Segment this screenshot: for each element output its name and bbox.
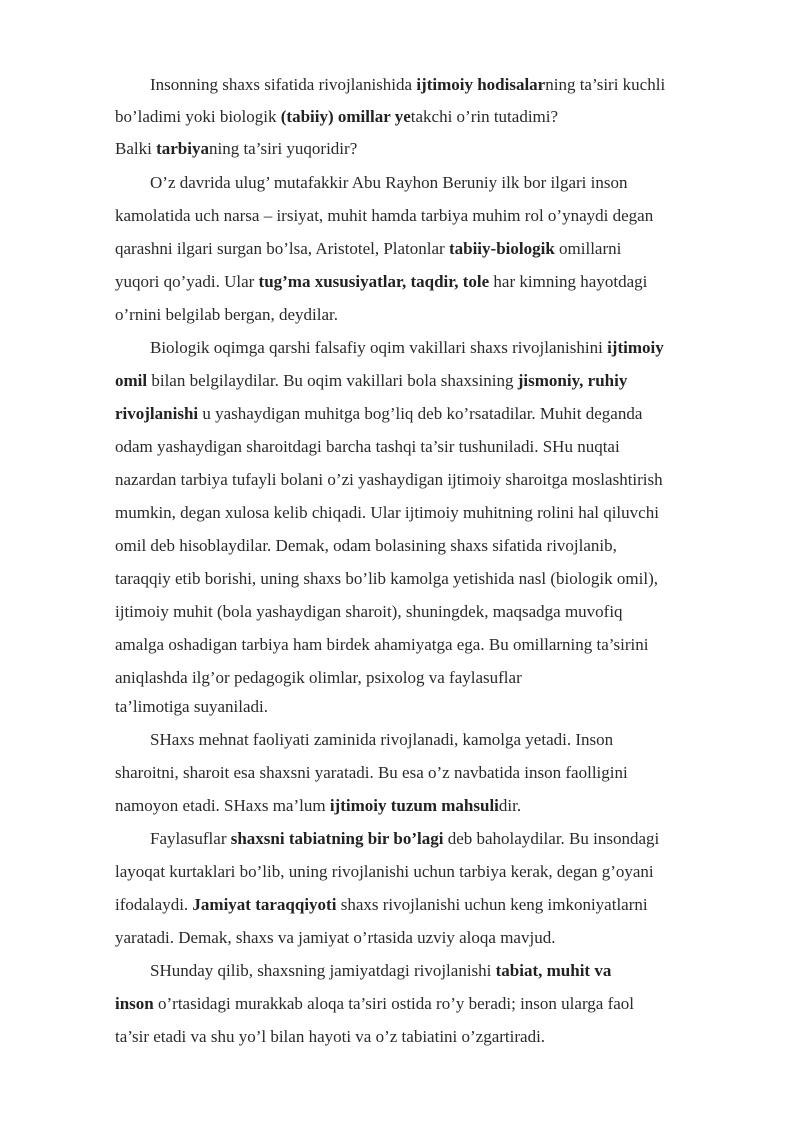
paragraph-4-line-3: namoyon etadi. SHaxs ma’lum ijtimoiy tuzum mahsulidir. — [115, 796, 522, 815]
bold-term: inson — [115, 994, 154, 1013]
paragraph-4-line-1: SHaxs mehnat faoliyati zaminida rivojlanadi, kamolga yetadi. Inson — [150, 730, 614, 749]
bold-term: jismoniy, ruhiy — [517, 371, 628, 390]
paragraph-6-line-1: SHunday qilib, shaxsning jamiyatdagi rivojlanishi tabiat, muhit va — [150, 961, 612, 980]
bold-term: ijtimoiy — [607, 338, 664, 357]
paragraph-1-line-1: Insonning shaxs sifatida rivojlanishida ijtimoiy hodisalarning ta’siri kuchli — [150, 75, 666, 94]
bold-term: tug’ma xususiyatlar, taqdir, tole — [258, 272, 490, 291]
paragraph-3-line-1: Biologik oqimga qarshi falsafiy oqim vakillari shaxs rivojlanishini ijtimoiy — [150, 338, 664, 357]
bold-term: rivojlanishi — [115, 404, 199, 423]
bold-term: ijtimoiy tuzum mahsuli — [329, 796, 499, 815]
paragraph-3-line-6: mumkin, degan xulosa kelib chiqadi. Ular ijtimoiy muhitning rolini hal qiluvchi — [115, 503, 659, 522]
bold-term: tarbiya — [156, 139, 209, 158]
paragraph-2-line-1: O’z davrida ulug’ mutafakkir Abu Rayhon Beruniy ilk bor ilgari inson — [150, 173, 628, 192]
paragraph-1-line-3: Balki tarbiyaning ta’siri yuqoridir? — [115, 139, 358, 158]
bold-term: ijtimoiy hodisalar — [416, 75, 546, 94]
paragraph-2-line-5: o’rnini belgilab bergan, deydilar. — [115, 305, 338, 324]
paragraph-1-line-2: bo’ladimi yoki biologik (tabiiy) omillar yetakchi o’rin tutadimi? — [115, 107, 559, 126]
paragraph-5-line-4: yaratadi. Demak, shaxs va jamiyat o’rtasida uzviy aloqa mavjud. — [115, 928, 556, 947]
bold-term: (tabiiy) omillar ye — [280, 107, 411, 126]
paragraph-3-line-9: ijtimoiy muhit (bola yashaydigan sharoit), shuningdek, maqsadga muvofiq — [115, 602, 623, 621]
paragraph-4-line-2: sharoitni, sharoit esa shaxsni yaratadi. Bu esa o’z navbatida inson faolligini — [115, 763, 628, 782]
paragraph-3-line-10: amalga oshadigan tarbiya ham birdek ahamiyatga ega. Bu omillarning ta’sirini — [115, 635, 649, 654]
paragraph-3-line-5: nazardan tarbiya tufayli bolani o’zi yashaydigan ijtimoiy sharoitga moslashtirish — [115, 470, 663, 489]
paragraph-5-line-3: ifodalaydi. Jamiyat taraqqiyoti shaxs rivojlanishi uchun keng imkoniyatlarni — [115, 895, 648, 914]
paragraph-2-line-3: qarashni ilgari surgan bo’lsa, Aristotel, Platonlar tabiiy-biologik omillarni — [115, 239, 622, 258]
paragraph-3-line-2: omil bilan belgilaydilar. Bu oqim vakillari bola shaxsining jismoniy, ruhiy — [115, 371, 628, 390]
paragraph-6-line-3: ta’sir etadi va shu yo’l bilan hayoti va o’z tabiatini o’zgartiradi. — [115, 1027, 546, 1046]
paragraph-3-line-7: omil deb hisoblaydilar. Demak, odam bolasining shaxs sifatida rivojlanib, — [115, 536, 617, 555]
bold-term: Jamiyat taraqqiyoti — [192, 895, 337, 914]
paragraph-3-line-4: odam yashaydigan sharoitdagi barcha tashqi ta’sir tushuniladi. SHu nuqtai — [115, 437, 620, 456]
paragraph-2-line-2: kamolatida uch narsa – irsiyat, muhit hamda tarbiya muhim rol o’ynaydi degan — [115, 206, 654, 225]
paragraph-2-line-4: yuqori qo’yadi. Ular tug’ma xususiyatlar, taqdir, tole har kimning hayotdagi — [115, 272, 648, 291]
paragraph-3-line-11: aniqlashda ilg’or pedagogik olimlar, psixolog va faylasuflar — [115, 668, 522, 687]
bold-term: tabiat, muhit va — [495, 961, 612, 980]
bold-term: shaxsni tabiatning bir bo’lagi — [230, 829, 444, 848]
bold-term: omil — [115, 371, 148, 390]
paragraph-3-line-12: ta’limotiga suyaniladi. — [115, 697, 268, 716]
paragraph-5-line-1: Faylasuflar shaxsni tabiatning bir bo’lagi deb baholaydilar. Bu insondagi — [150, 829, 660, 848]
bold-term: tabiiy-biologik — [448, 239, 555, 258]
paragraph-6-line-2: inson o’rtasidagi murakkab aloqa ta’siri ostida ro’y beradi; inson ularga faol — [115, 994, 635, 1013]
paragraph-5-line-2: layoqat kurtaklari bo’lib, uning rivojlanishi uchun tarbiya kerak, degan g’oyani — [115, 862, 654, 881]
paragraph-3-line-8: taraqqiy etib borishi, uning shaxs bo’lib kamolga yetishida nasl (biologik omil), — [115, 569, 658, 588]
paragraph-3-line-3: rivojlanishi u yashaydigan muhitga bog’liq deb ko’rsatadilar. Muhit deganda — [115, 404, 643, 423]
